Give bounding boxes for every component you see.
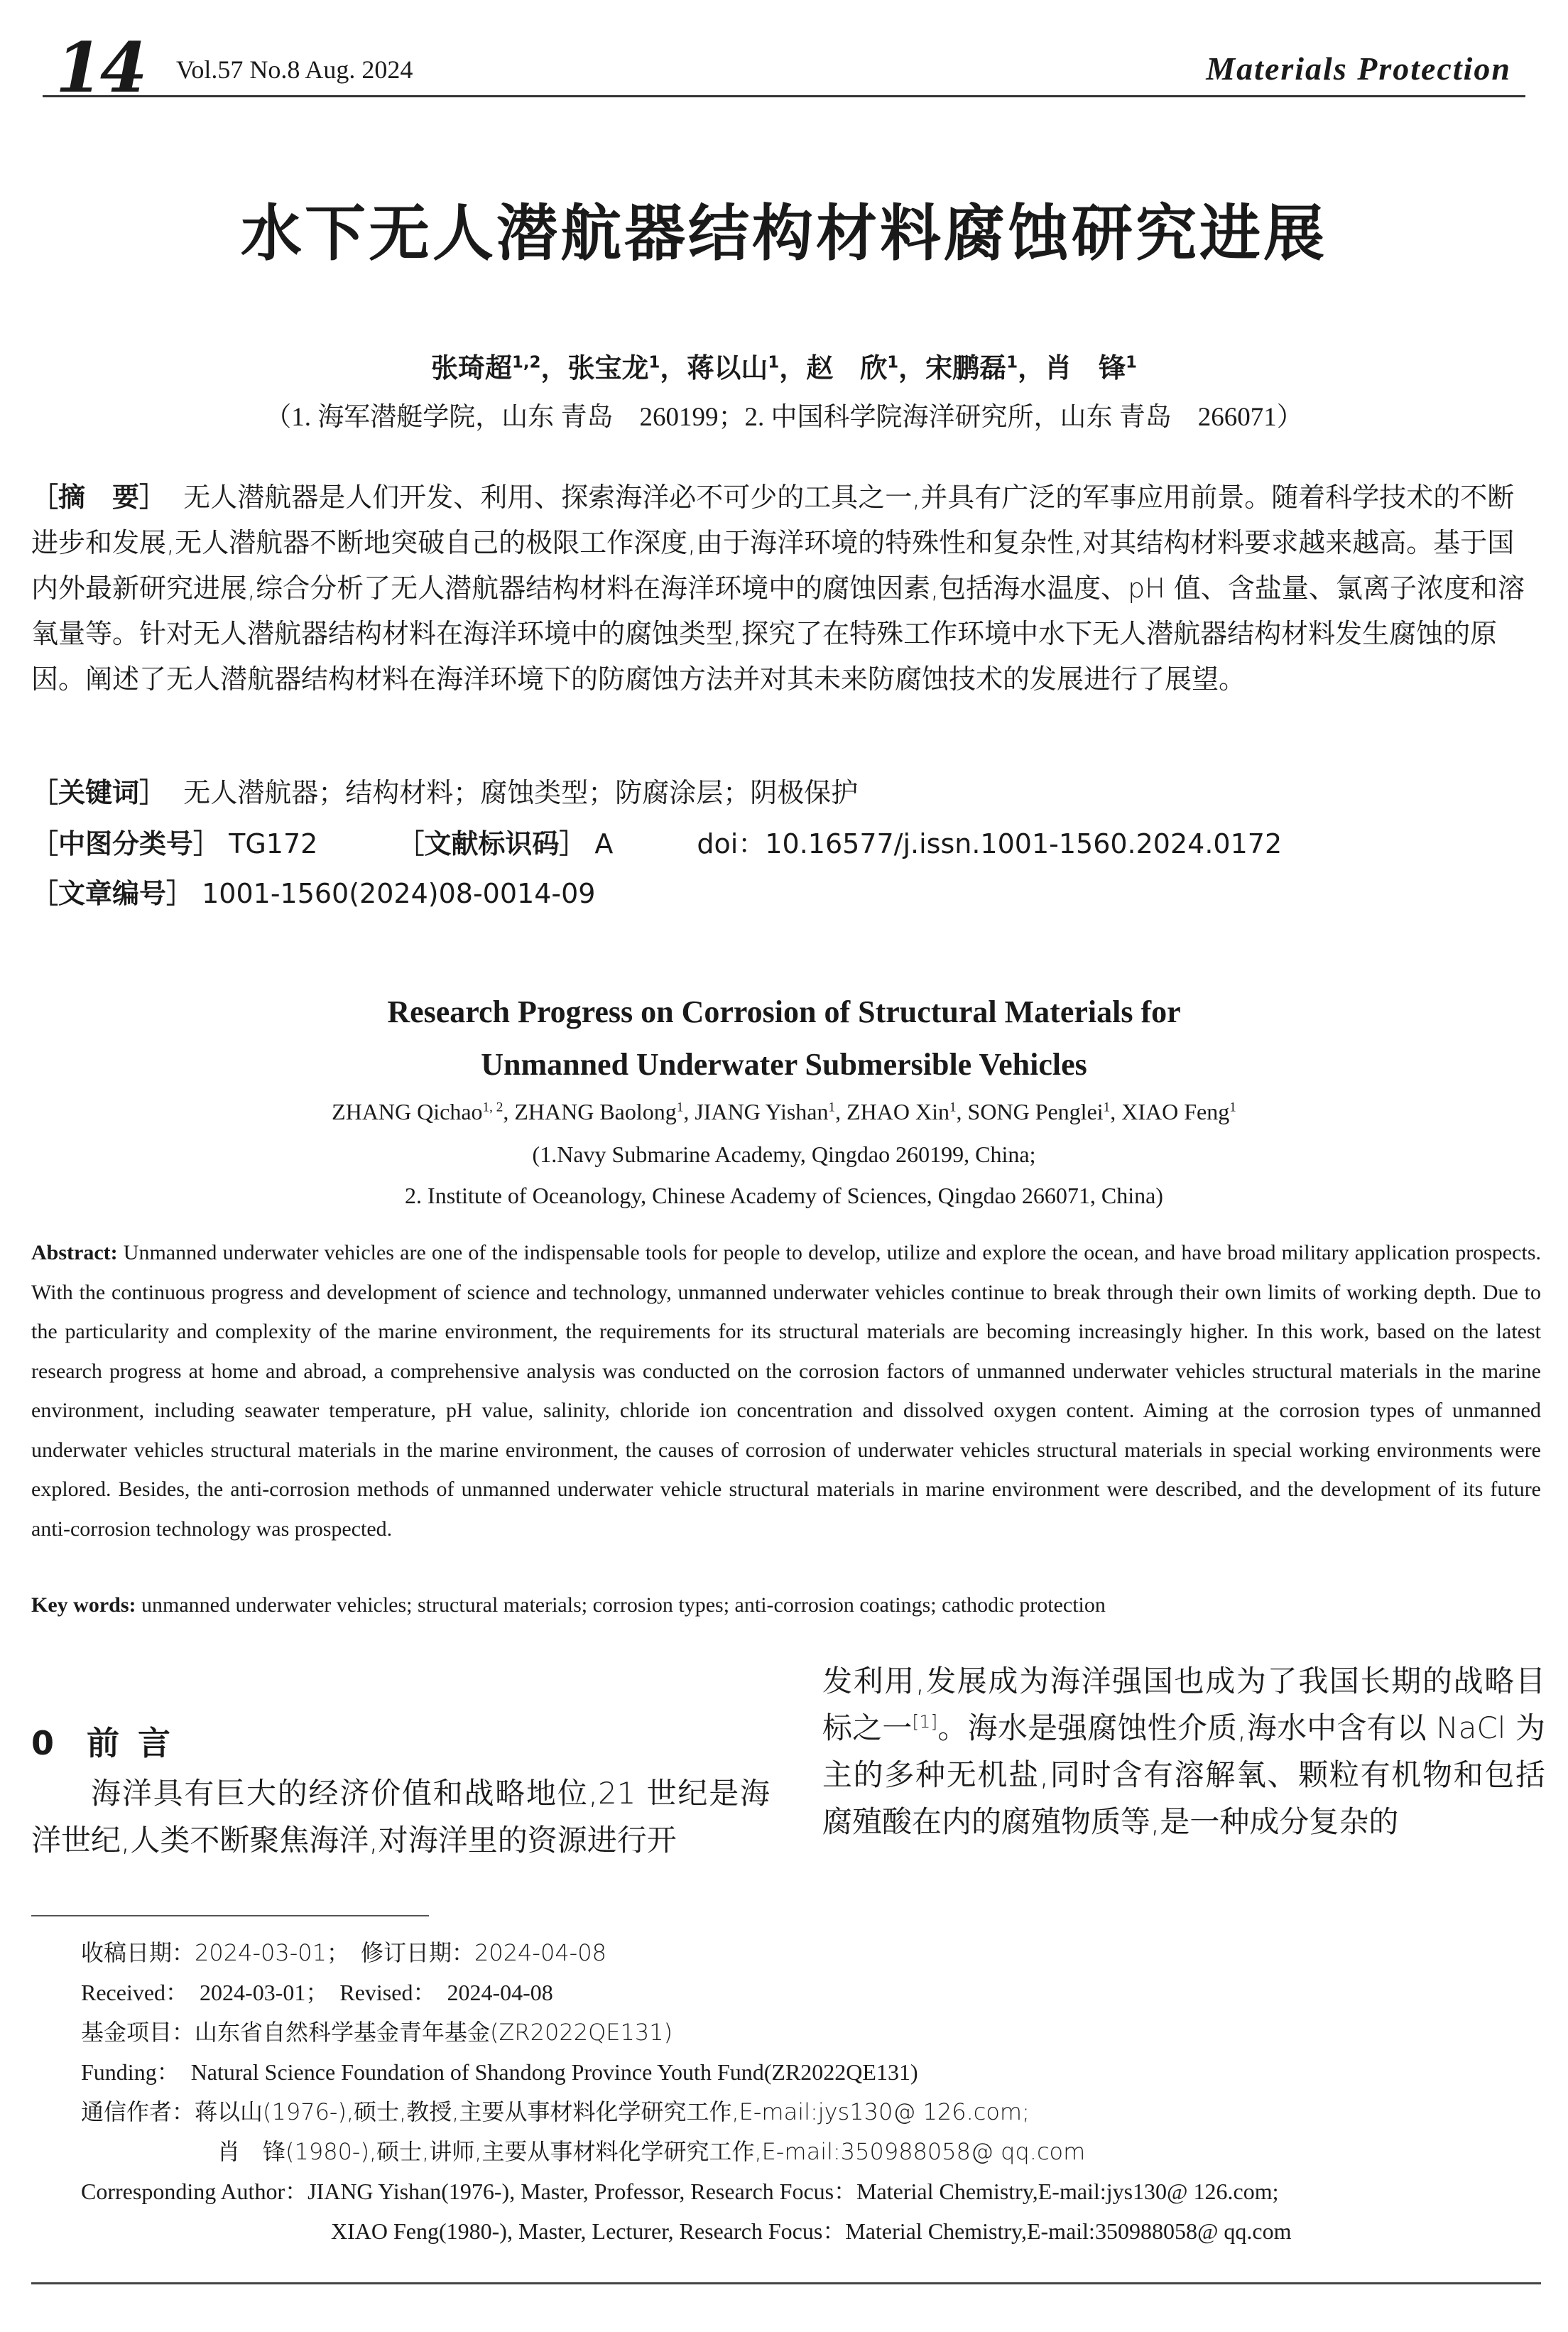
doc-code-label: ［文献标识码］ [397, 828, 587, 859]
classification-line [31, 828, 1282, 861]
abstract-cn-text: 无人潜航器是人们开发、利用、探索海洋必不可少的工具之一,并具有广泛的军事应用前景。随着科学技术的不断进步和发展,无人潜航器不断地突破自己的极限工作深度,由于海洋环境的特殊性和复杂性,对其结构材料要求越来越高。基于国内外最新研究进展,综合分析了无人潜航器结构材料在海洋环境中的腐蚀因素,包括海水温度、pH 值、含盐量、氯离子浓度和溶氧量等。针对无人潜航器结构材料在海洋环境中的腐蚀类型,探究了在特殊工作环境中水下无人潜航器结构材料发生腐蚀的原因。阐述了无人潜航器结构材料在海洋环境下的防腐蚀方法并对其未来防腐蚀技术的发展进行了展望。 [31, 482, 1525, 695]
header-rule [43, 95, 1525, 97]
author-name: 赵 欣 [806, 352, 888, 384]
author-name: XIAO Feng [1121, 1099, 1230, 1124]
author-name: ZHAO Xin [846, 1099, 949, 1124]
abstract-cn-label: ［摘 要］ [31, 482, 167, 513]
clc-value: TG172 [229, 828, 318, 859]
author-affiliation-mark: 1,2 [512, 353, 541, 372]
author-affiliation-mark: 1 [768, 353, 780, 372]
author-separator: , [503, 1099, 515, 1124]
body-right-column [822, 1658, 1545, 1845]
fund-en: Funding： Natural Science Foundation of Shandong Province Youth Fund(ZR2022QE131) [81, 2059, 918, 2085]
abstract-en-label: Abstract: [31, 1241, 118, 1264]
journal-name: Materials Protection [1206, 50, 1511, 87]
body-left-column: 海洋具有巨大的经济价值和战略地位,21 世纪是海洋世纪,人类不断聚焦海洋,对海洋里的资源进行开 [31, 1776, 770, 1858]
author-affiliation-mark: 1, 2 [482, 1100, 503, 1115]
page-number: 14 [55, 28, 145, 108]
paper-title-en-line: Research Progress on Corrosion of Structural Materials for [387, 994, 1181, 1029]
author-affiliation-mark: 1 [887, 353, 899, 372]
footnote-rule [31, 1915, 429, 1916]
second-author-en: XIAO Feng(1980-), Master, Lecturer, Research Focus：Material Chemistry,E-mail:350988058@ qq.com [331, 2218, 1292, 2244]
received-date-en: Received： 2024-03-01； Revised： 2024-04-08 [81, 1980, 553, 2005]
authors-en [0, 1098, 1568, 1125]
author-affiliation-mark: 1 [949, 1100, 957, 1115]
author-separator: , [835, 1099, 847, 1124]
doc-code-value: A [594, 828, 614, 859]
abstract-en-text: Unmanned underwater vehicles are one of the indispensable tools for people to develop, utilize and explore the ocean, and have broad military application prospects. With the continuous progress and development of science and technology, unmanned underwater vehicles continue to break through their own limits of working depth. Due to the particularity and complexity of the marine environment, the requirements for its structural materials are becoming increasingly higher. In this work, based on the latest research progress at home and abroad, a comprehensive analysis was conducted on the corrosion factors of unmanned underwater vehicles structural materials in the marine environment, including seawater temperature, pH value, salinity, chloride ion concentration and dissolved oxygen content. Aiming at the corrosion types of unmanned underwater vehicles structural materials in the marine environment, the causes of corrosion of underwater vehicles structural materials in special working environments were explored. Besides, the anti-corrosion methods of unmanned underwater vehicle structural materials in marine environment were described, and the development of its future anti-corrosion technology was prospected. [31, 1241, 1541, 1541]
body-text: 发利用,发展成为海洋强国也成为了我国长期的战略目标之一 [822, 1664, 1545, 1745]
author-affiliation-mark: 1 [828, 1100, 836, 1115]
article-number-line [31, 878, 595, 911]
citation-mark: [1] [912, 1711, 938, 1732]
abstract-cn [31, 474, 1541, 702]
affiliations-cn: （1. 海军潜艇学院，山东 青岛 260199；2. 中国科学院海洋研究所，山东 青岛 266071） [265, 403, 1303, 432]
paper-title-cn: 水下无人潜航器结构材料腐蚀研究进展 [241, 198, 1327, 269]
volume-info: Vol.57 No.8 Aug. 2024 [176, 55, 413, 84]
keywords-cn [31, 770, 1541, 815]
keywords-cn-label: ［关键词］ [31, 777, 167, 808]
fund-cn: 基金项目：山东省自然科学基金青年基金(ZR2022QE131) [81, 2019, 673, 2046]
affiliation-en-line: (1.Navy Submarine Academy, Qingdao 260199, China; [532, 1141, 1036, 1167]
author-name: ZHANG Baolong [514, 1099, 677, 1124]
paper-title-en [0, 986, 1568, 1091]
doi: doi：10.16577/j.issn.1001-1560.2024.0172 [697, 828, 1283, 859]
clc-label: ［中图分类号］ [31, 828, 221, 859]
author-name: 蒋以山 [687, 352, 768, 384]
section-title: 前言 [87, 1724, 190, 1762]
author-separator: ， [660, 352, 687, 384]
author-name: JIANG Yishan [695, 1099, 829, 1124]
author-separator: ， [540, 352, 568, 384]
keywords-en [31, 1593, 1106, 1618]
section-number: 0 [31, 1724, 73, 1762]
body-text: 。海水是强腐蚀性介质,海水中含有以 NaCl 为主的多种无机盐,同时含有溶解氧、颗粒有机物和包括腐殖酸在内的腐殖物质等,是一种成分复杂的 [822, 1710, 1545, 1839]
keywords-cn-text: 无人潜航器；结构材料；腐蚀类型；防腐涂层；阴极保护 [183, 777, 859, 808]
author-affiliation-mark: 1 [648, 353, 660, 372]
paper-title-en-line: Unmanned Underwater Submersible Vehicles [481, 1047, 1087, 1082]
author-separator: , [956, 1099, 968, 1124]
author-separator: ， [1018, 352, 1045, 384]
author-affiliation-mark: 1 [1126, 353, 1137, 372]
author-separator: , [683, 1099, 695, 1124]
second-author-cn: 肖 锋(1980-),硕士,讲师,主要从事材料化学研究工作,E-mail:350988058@ qq.com [217, 2138, 1086, 2165]
bottom-rule [31, 2282, 1541, 2284]
author-affiliation-mark: 1 [1229, 1100, 1236, 1115]
author-name: ZHANG Qichao [332, 1099, 483, 1124]
corresponding-author-cn: 通信作者：蒋以山(1976-),硕士,教授,主要从事材料化学研究工作,E-mail:jys130@ 126.com; [81, 2098, 1030, 2125]
author-separator: ， [898, 352, 926, 384]
corresponding-author-en: Corresponding Author：JIANG Yishan(1976-), Master, Professor, Research Focus：Material Chemistry,E-mail:jys130@ 126.com; [81, 2179, 1279, 2204]
author-affiliation-mark: 1 [1006, 353, 1018, 372]
author-separator: ， [779, 352, 807, 384]
article-number-value: 1001-1560(2024)08-0014-09 [202, 878, 596, 909]
author-name: 张宝龙 [567, 352, 649, 384]
article-number-label: ［文章编号］ [31, 878, 194, 909]
received-date-cn: 收稿日期：2024-03-01； 修订日期：2024-04-08 [81, 1939, 606, 1966]
author-name: 张琦超 [431, 352, 513, 384]
section-heading [31, 1718, 189, 1764]
keywords-en-label: Key words: [31, 1593, 136, 1617]
author-affiliation-mark: 1 [676, 1100, 684, 1115]
authors-cn [0, 352, 1568, 385]
keywords-en-text: unmanned underwater vehicles; structural materials; corrosion types; anti-corrosion coatings; cathodic protection [136, 1593, 1106, 1617]
author-affiliation-mark: 1 [1103, 1100, 1111, 1115]
author-name: SONG Penglei [967, 1099, 1104, 1124]
author-separator: , [1110, 1099, 1122, 1124]
author-name: 肖 锋 [1045, 352, 1126, 384]
abstract-en [31, 1233, 1541, 1549]
author-name: 宋鹏磊 [925, 352, 1007, 384]
affiliation-en-line: 2. Institute of Oceanology, Chinese Academy of Sciences, Qingdao 266071, China) [405, 1183, 1163, 1208]
